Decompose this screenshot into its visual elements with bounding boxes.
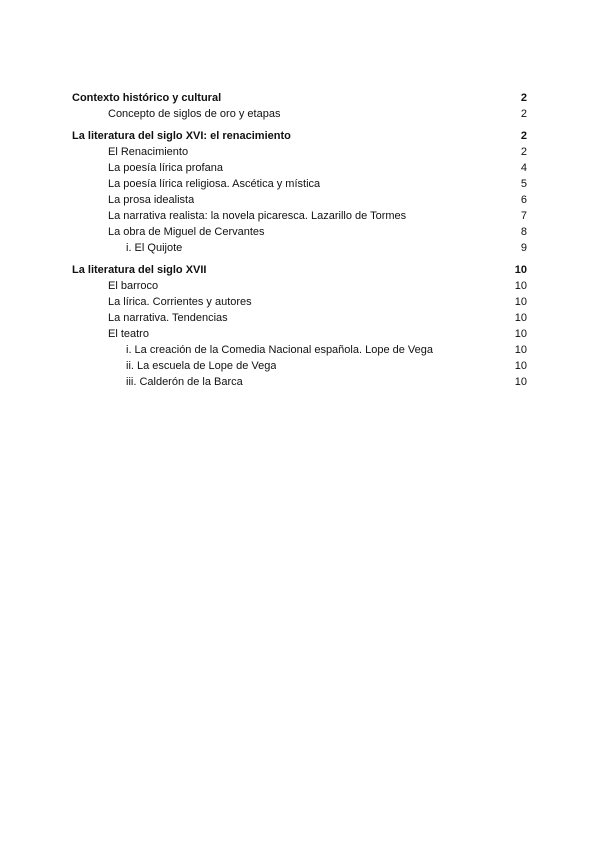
- toc-entry-title: La poesía lírica religiosa. Ascética y mística: [108, 178, 321, 190]
- toc-subentry[interactable]: [72, 326, 527, 342]
- toc-subentry[interactable]: [72, 224, 527, 240]
- toc-page-number: 10: [514, 328, 527, 340]
- toc-page-number: 10: [514, 280, 527, 292]
- toc-page-number: 2: [520, 130, 527, 142]
- toc-subsubentry[interactable]: [72, 240, 527, 256]
- toc-entry-title: El Renacimiento: [108, 146, 189, 158]
- toc-entry-title: La obra de Miguel de Cervantes: [108, 226, 265, 238]
- toc-entry-title: La narrativa. Tendencias: [108, 312, 228, 324]
- toc-page-number: 7: [520, 210, 527, 222]
- toc-entry-title: La prosa idealista: [108, 194, 195, 206]
- toc-page-number: 6: [520, 194, 527, 206]
- toc-page-number: 10: [514, 360, 527, 372]
- toc-page-number: 2: [520, 146, 527, 158]
- toc-page-number: 9: [520, 242, 527, 254]
- toc-page-number: 4: [520, 162, 527, 174]
- toc-entry-title: La lírica. Corrientes y autores: [108, 296, 252, 308]
- toc-page-number: 2: [520, 92, 527, 104]
- toc-section-entry[interactable]: [72, 262, 527, 278]
- toc-subentry[interactable]: [72, 192, 527, 208]
- toc-subsubentry[interactable]: [72, 358, 527, 374]
- toc-entry-title: La poesía lírica profana: [108, 162, 223, 174]
- toc-entry-title: ii. La escuela de Lope de Vega: [126, 360, 277, 372]
- toc-entry-title: iii. Calderón de la Barca: [126, 376, 243, 388]
- toc-subentry[interactable]: [72, 294, 527, 310]
- toc-page-number: 8: [520, 226, 527, 238]
- toc-page-number: 10: [514, 312, 527, 324]
- toc-page-number: 2: [520, 108, 527, 120]
- toc-subentry[interactable]: [72, 160, 527, 176]
- toc-subentry[interactable]: [72, 176, 527, 192]
- table-of-contents: [72, 90, 527, 390]
- toc-section-title: La literatura del siglo XVII: [72, 264, 207, 276]
- toc-section-title: La literatura del siglo XVI: el renacimiento: [72, 130, 291, 142]
- toc-entry-title: i. El Quijote: [126, 242, 183, 254]
- toc-section-entry[interactable]: [72, 128, 527, 144]
- toc-entry-title: i. La creación de la Comedia Nacional española. Lope de Vega: [126, 344, 433, 356]
- toc-page-number: 10: [514, 344, 527, 356]
- toc-subentry[interactable]: [72, 310, 527, 326]
- toc-section-title: Contexto histórico y cultural: [72, 92, 222, 104]
- toc-entry-title: El barroco: [108, 280, 159, 292]
- toc-subsubentry[interactable]: [72, 374, 527, 390]
- toc-subentry[interactable]: [72, 208, 527, 224]
- toc-page-number: 10: [514, 264, 527, 276]
- toc-subentry[interactable]: [72, 144, 527, 160]
- toc-page-number: 10: [514, 376, 527, 388]
- toc-entry-title: Concepto de siglos de oro y etapas: [108, 108, 281, 120]
- toc-entry-title: El teatro: [108, 328, 149, 340]
- toc-subentry[interactable]: [72, 106, 527, 122]
- toc-subsubentry[interactable]: [72, 342, 527, 358]
- toc-entry-title: La narrativa realista: la novela picaresca. Lazarillo de Tormes: [108, 210, 407, 222]
- toc-section-entry[interactable]: [72, 90, 527, 106]
- toc-page-number: 10: [514, 296, 527, 308]
- toc-page-number: 5: [520, 178, 527, 190]
- toc-subentry[interactable]: [72, 278, 527, 294]
